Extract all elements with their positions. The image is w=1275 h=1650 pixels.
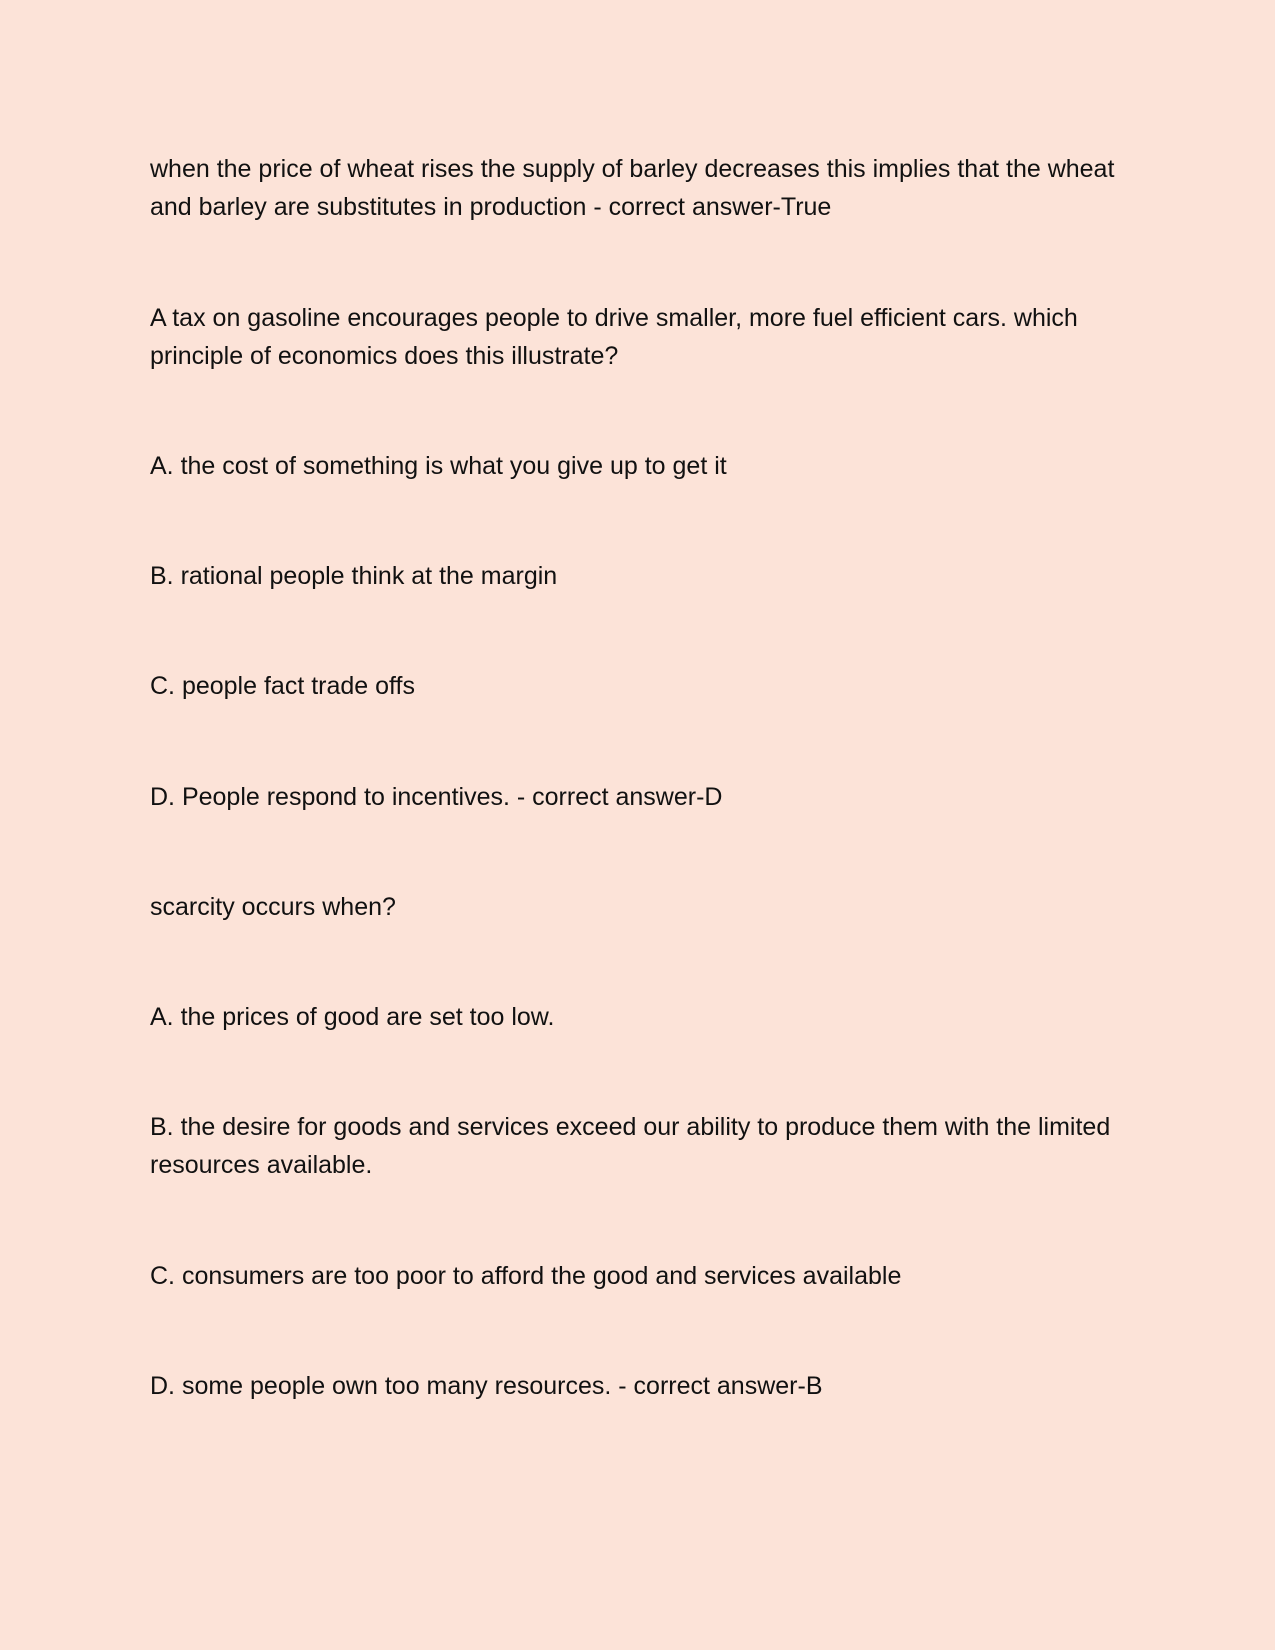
option-a: A. the prices of good are set too low. bbox=[150, 1003, 555, 1031]
option-b: B. rational people think at the margin bbox=[150, 562, 558, 590]
question-1-answer: when the price of wheat rises the supply of barley decreases this implies that the wheat and barley are substitutes in production - correct answer-True bbox=[150, 155, 1115, 221]
option-a: A. the cost of something is what you give up to get it bbox=[150, 452, 727, 480]
question-3: scarcity occurs when? bbox=[150, 893, 396, 921]
option-c: C. consumers are too poor to afford the good and services available bbox=[150, 1262, 902, 1290]
option-b: B. the desire for goods and services exceed our ability to produce them with the limited resources available. bbox=[150, 1113, 1111, 1179]
question-2: A tax on gasoline encourages people to drive smaller, more fuel efficient cars. which principle of economics does this illustrate? bbox=[150, 304, 1078, 370]
option-c: C. people fact trade offs bbox=[150, 672, 415, 700]
option-d-answer: D. People respond to incentives. - correct answer-D bbox=[150, 783, 723, 811]
option-d-answer: D. some people own too many resources. - correct answer-B bbox=[150, 1372, 823, 1400]
